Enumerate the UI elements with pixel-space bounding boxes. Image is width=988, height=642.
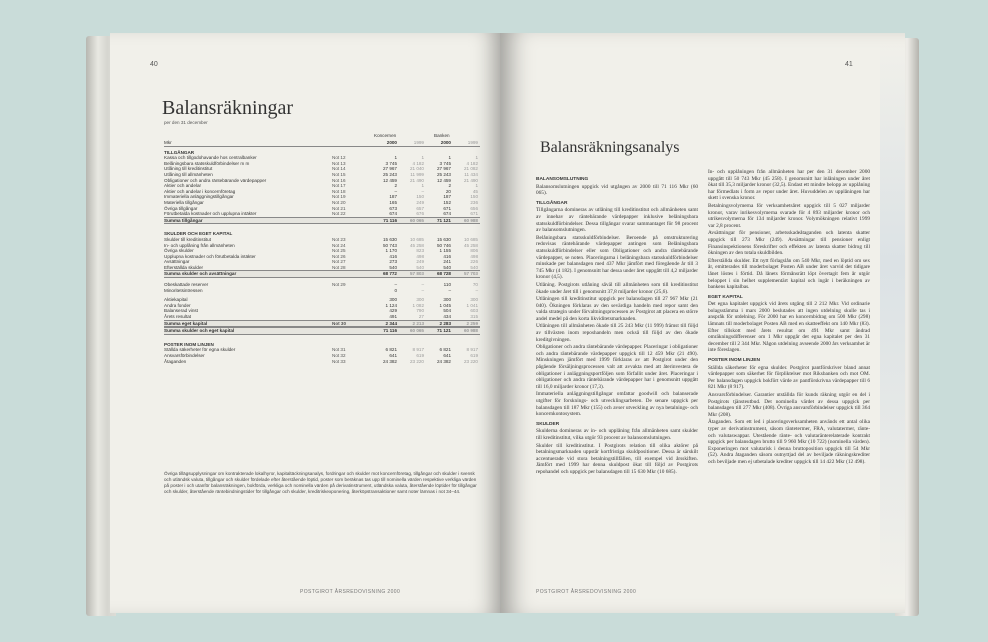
paragraph: Utlåning. Postgirots utlåning såväl till allmänheten som till kreditinstitut ökade under året till i genomsnitt 37,8 miljarder kronor (25,6).: [536, 281, 698, 295]
row-value: 273: [389, 259, 397, 265]
row-label: SKULDER OCH EGET KAPITAL: [164, 231, 233, 237]
row-value: 540: [389, 264, 397, 270]
row-value: 152: [443, 199, 451, 205]
row-note: [332, 218, 370, 224]
year-col: 2000: [440, 140, 451, 145]
row-value: 2 259: [466, 320, 478, 326]
row-label: Förutbetalda kostnader och upplupna intäkter: [164, 211, 257, 217]
row-value: 60 988: [463, 217, 478, 223]
row-value: 8 917: [412, 347, 424, 353]
row-value: 1: [421, 155, 424, 161]
row-value: 498: [416, 253, 424, 259]
row-label: Efterställda skulder: [164, 264, 204, 270]
right-page: [500, 33, 905, 613]
row-value: 671: [470, 211, 478, 217]
row-value: 1 170: [385, 248, 397, 254]
row-note: [332, 288, 370, 294]
row-value: 674: [443, 211, 451, 217]
row-note: Not 12: [332, 155, 346, 161]
year-col: 2000: [386, 140, 397, 145]
row-label: Åtaganden: [164, 358, 187, 364]
row-note: Not 32: [332, 353, 346, 358]
page-shine: [880, 40, 905, 600]
row-value: –: [394, 282, 397, 288]
section-heading: POSTER INOM LINJEN: [708, 358, 760, 364]
row-value: 2: [394, 183, 397, 189]
row-note: Not 21: [332, 205, 346, 211]
row-value: 4 182: [466, 160, 478, 166]
row-label: Belåningsbara statsskuldförbindelser m m: [164, 160, 250, 166]
row-value: 27: [418, 314, 424, 320]
row-label: Summa skulder och eget kapital: [164, 328, 235, 334]
row-value: 823: [416, 248, 424, 254]
row-value: 10 685: [463, 236, 478, 242]
row-value: 3 745: [439, 160, 451, 166]
row-value: 57 803: [409, 271, 424, 277]
row-value: 674: [389, 211, 397, 217]
row-value: 416: [443, 253, 451, 259]
row-note: Not 23: [332, 236, 346, 242]
row-value: 187: [443, 194, 451, 200]
row-value: 249: [416, 259, 424, 265]
table-sum-row: [164, 217, 480, 225]
paragraph: Skulder till kreditinstitut. I Postgirots relation till olika aktörer på betalningsmarknaden uppstår kortfristiga skuldpositioner. Dessa är särskilt accentuerade vid stora betalningstillfällen, till exempel vid årsskiften. Jämfört med 1999 har denna skuldpost ökat till följd av Postgirots repohandel och uppgick per balansdagen till 15 630 Mkr (10 685).: [536, 442, 698, 475]
row-label: Aktiekapital: [164, 297, 188, 303]
row-note: Not 31: [332, 347, 346, 353]
page-title-right: Balansräkningsanalys: [540, 139, 680, 156]
row-label: Kassa och tillgodohavande hos centralbanker: [164, 155, 257, 161]
row-value: –: [421, 188, 424, 194]
page-number-left: 40: [150, 61, 158, 68]
paragraph: Ställda säkerheter för egna skulder. Postgirot pantförskriver bland annat värdepapper som säkerhet för förpliktelser mot Riksbanken och mot OM. Per balansdagen uppgick bokfört värde av pantförskrivna värdepapper till 6 821 Mkr (8 917).: [708, 364, 870, 391]
section-heading: SKULDER: [536, 421, 560, 427]
row-value: 498: [470, 253, 478, 259]
row-value: 226: [470, 259, 478, 265]
row-value: 1 045: [439, 302, 451, 308]
row-value: 23 220: [409, 358, 424, 364]
row-label: In- och upplåning från allmänheten: [164, 242, 235, 248]
row-note: Not 18: [332, 188, 346, 194]
table-row: [164, 265, 480, 271]
row-value: 300: [470, 297, 478, 303]
row-value: 416: [389, 253, 397, 259]
row-value: 24 382: [436, 358, 451, 364]
row-value: 21 490: [409, 177, 424, 183]
page-number-right: 41: [845, 61, 853, 68]
row-value: 21 490: [463, 177, 478, 183]
paragraph: Avsättningar för pensioner, arbetsskadeåtaganden och latenta skatter uppgick till 273 Mkr (249). Avsättningar till pensioner enligt Finansinspektionens föreskrifter och effekten av latenta skatter bidrog till ökningen av den totala skuldbilden.: [708, 230, 870, 257]
left-page: [110, 33, 500, 613]
row-label: TILLGÅNGAR: [164, 149, 195, 155]
paragraph: Utlåningen till allmänheten ökade till 25 243 Mkr (11 999) främst till följd av tillväxten inom reposhandeln men också till följd av den ökade kreditgivningen.: [536, 323, 698, 343]
paragraph: Ansvarsförbindelser. Garantier utställda för kunds räkning utgör en del i Postgirots tjänsteutbud. Det nominella värdet av dessa uppgick per balansdagen till 277 Mkr (408). Övriga ansvarsförbindelser uppgick till 364 Mkr (208).: [708, 392, 870, 418]
row-value: 60 065: [409, 328, 424, 334]
row-value: 2 283: [439, 320, 451, 326]
row-value: –: [421, 282, 424, 288]
row-value: 603: [470, 308, 478, 314]
row-label: Ställda säkerheter för egna skulder: [164, 347, 236, 353]
row-note: Not 24: [332, 242, 346, 248]
row-value: 6 821: [439, 347, 451, 353]
row-label: Aktier och andelar: [164, 183, 202, 189]
row-value: 45: [472, 188, 478, 194]
group-header: Koncernen: [374, 133, 397, 138]
row-value: 8 917: [466, 347, 478, 353]
row-note: Not 14: [332, 166, 346, 172]
row-note: Not 19: [332, 194, 346, 200]
row-label: Årets resultat: [164, 314, 192, 320]
row-value: 241: [443, 259, 451, 265]
row-value: 2: [448, 183, 451, 189]
row-label: Ansvarsförbindelser: [164, 353, 205, 358]
row-value: 23 220: [463, 358, 478, 364]
table-sum-row: [164, 270, 480, 278]
row-value: 45 258: [409, 242, 424, 248]
row-value: 504: [443, 308, 451, 314]
row-value: –: [448, 287, 451, 293]
row-note: Not 22: [332, 211, 346, 217]
row-note: Not 30: [332, 320, 347, 326]
row-value: 1: [475, 183, 478, 189]
row-label: Utlåning till allmänheten: [164, 171, 213, 177]
row-value: 68 728: [436, 271, 451, 277]
row-label: Balanserad vinst: [164, 308, 198, 314]
row-value: 10 685: [409, 236, 424, 242]
row-value: 70: [472, 282, 478, 288]
row-value: 491: [389, 314, 397, 320]
year-col: 1999: [467, 140, 478, 145]
row-value: 150: [416, 194, 424, 200]
row-value: 300: [389, 297, 397, 303]
row-value: 60 988: [463, 328, 478, 334]
row-value: 806: [470, 248, 478, 254]
row-value: 50 743: [382, 242, 397, 248]
row-value: 656: [470, 205, 478, 211]
row-value: 15 630: [382, 236, 397, 242]
row-value: 1: [394, 155, 397, 161]
row-value: 6 821: [385, 347, 397, 353]
paragraph: Utlåningen till kreditinstitut uppgick per balansdagen till 27 967 Mkr (21 040). Ökningen förklaras av den sevärdiga handeln med repor samt den valda strategin under förvaltningsprocessen av Postgirot att placera en större andel medel på den korta likviditetsmarknaden.: [536, 296, 698, 322]
row-value: 21 040: [409, 166, 424, 172]
row-value: 15 630: [436, 236, 451, 242]
row-label: Upplupna kostnader och förutbetalda intäkter: [164, 253, 256, 259]
row-value: 187: [389, 194, 397, 200]
row-value: 1 155: [439, 248, 451, 254]
row-value: 60 065: [409, 217, 424, 223]
row-note: Not 20: [332, 199, 346, 205]
row-value: 110: [443, 282, 451, 288]
balance-table: [164, 133, 480, 364]
row-value: 1: [475, 155, 478, 161]
paragraph: Efterställda skulder. Ett nytt förlagslån om 540 Mkr, med en löptid om sex år, emitterades till moderbolaget Posten AB under året varvid det tidigare lånet löstes i förtid. Då lånets förmånsrätt löpt övertagit fem år utgör beloppet i sin helhet supplementärt kapital och ingår i beräkningen av bankens kapitalbas.: [708, 257, 870, 291]
footer-right: POSTGIROT ÅRSREDOVISNING 2000: [536, 589, 637, 595]
row-note: Not 13: [332, 160, 346, 166]
row-label: Övriga skulder: [164, 248, 194, 254]
row-value: 2 344: [385, 320, 397, 326]
row-note: Not 16: [332, 177, 346, 183]
row-note: Not 15: [332, 171, 346, 177]
row-value: 0: [394, 287, 397, 293]
row-note: Not 25: [332, 248, 346, 254]
row-value: 20: [445, 188, 451, 194]
unit-label: Mkr: [164, 140, 172, 145]
row-value: 671: [443, 205, 451, 211]
paragraph: Skulderna domineras av in- och upplåning från allmänheten samt skulder till kreditinstitut, vilka utgör 93 procent av balansomslutningen.: [536, 428, 698, 441]
footer-left: POSTGIROT ÅRSREDOVISNING 2000: [300, 589, 401, 595]
row-note: [332, 328, 370, 334]
table-row: [164, 359, 480, 365]
row-value: 540: [416, 264, 424, 270]
row-value: 641: [389, 353, 397, 358]
row-label: Summa eget kapital: [164, 320, 208, 326]
row-value: 676: [416, 211, 424, 217]
row-value: 1 041: [466, 302, 478, 308]
row-value: 249: [416, 199, 424, 205]
paragraph: Åtaganden. Som ett led i placeringsverksamheten används ett antal olika typer av derivatinstrument, såsom räntetermer, FRA, valutatermer, ränte- och valutaswappar. Utestående ränte- och valutaränterelaterade kontrakt uppgick per balansdagen brutto till 9 960 Mkr (10 722) (nominella värden). Exponeringen mot valutarisk i denna bruttoposition uppgick till 54 Mkr (52). Andra åtaganden såsom outnyttjad del av beviljade räkningskrediter och beviljade men ej utbetalade krediter uppgick till 14 422 Mkr (12 498).: [708, 419, 870, 465]
row-note: [332, 271, 370, 277]
row-label: Summa tillgångar: [164, 217, 203, 223]
row-label: Aktier och andelar i koncernföretag: [164, 188, 236, 194]
row-label: Obeskattade reserver: [164, 282, 209, 288]
row-value: 1 124: [385, 302, 397, 308]
row-value: 50 746: [436, 242, 451, 248]
row-value: 45 258: [463, 242, 478, 248]
table-row: [164, 211, 480, 217]
row-value: 71 116: [383, 328, 397, 334]
row-label: Materiella tillgångar: [164, 199, 204, 205]
row-value: 165: [389, 199, 397, 205]
section-heading: TILLGÅNGAR: [536, 200, 568, 206]
table-sum-row: [164, 327, 480, 335]
row-value: –: [475, 287, 478, 293]
row-value: 12 459: [436, 177, 451, 183]
year-col: 1999: [413, 140, 424, 145]
row-value: 3 745: [385, 160, 397, 166]
paragraph: Obligationer och andra räntebärande värdepapper. Placeringar i obligationer och andra räntebärande värdepapper uppgick till 12 459 Mkr (21 490). Minskningen jämfört med 1999 förklaras av att Postgirot under den pågående försäljningsprocessen valt att avvakta med att återinvestera de obligationer i anläggningsportföljen som förfallit under året. Placeringar i obligationer och andra räntebärande värdepapper har i genomsnitt uppgått till 16,0 miljarder kronor (17,3).: [536, 344, 698, 390]
row-note: Not 33: [332, 358, 346, 364]
page-subtitle-left: per den 31 december: [164, 120, 208, 125]
row-value: 236: [470, 199, 478, 205]
row-value: 68 772: [382, 271, 397, 277]
row-value: 300: [416, 297, 424, 303]
row-value: 71 121: [436, 217, 451, 223]
row-value: 641: [443, 353, 451, 358]
row-value: 11 434: [464, 171, 478, 177]
row-label: Immateriella anläggningstillgångar: [164, 194, 234, 200]
row-value: 11 999: [410, 171, 424, 177]
row-note: Not 17: [332, 183, 346, 189]
row-label: POSTER INOM LINJEN: [164, 341, 214, 347]
row-label: Andra fonder: [164, 302, 191, 308]
row-value: 57 703: [463, 271, 478, 277]
row-value: 1: [448, 155, 451, 161]
row-value: 150: [470, 194, 478, 200]
paragraph: Balansomslutningen uppgick vid utgången av 2000 till 71 116 Mkr (60 065).: [536, 183, 698, 197]
row-value: 790: [416, 308, 424, 314]
row-value: 25 243: [436, 171, 451, 177]
row-value: 1 082: [412, 302, 424, 308]
row-label: Avsättningar: [164, 259, 190, 265]
text-column-2: [708, 169, 870, 467]
row-note: Not 28: [332, 264, 346, 270]
row-label: Obligationer och andra räntebärande värdepapper: [164, 177, 267, 183]
row-note: Not 27: [332, 259, 346, 265]
table-row: [164, 288, 480, 294]
section-heading: BALANSOMSLUTNING: [536, 177, 589, 182]
page-title-left: Balansräkningar: [162, 97, 294, 119]
text-column-1: [536, 173, 698, 477]
row-label: Utlåning till kreditinstitut: [164, 166, 213, 172]
row-value: 71 121: [436, 328, 451, 334]
section-heading: EGET KAPITAL: [708, 294, 743, 300]
row-value: 1: [421, 183, 424, 189]
row-label: Skulder till kreditinstitut: [164, 236, 211, 242]
row-value: 657: [416, 205, 424, 211]
row-value: 619: [416, 353, 424, 358]
row-value: 540: [443, 264, 451, 270]
paragraph: Tillgångarna domineras av utlåning till kreditinstitut och allmänheten samt av innehav av räntebärande värdepapper inklusive belåningsbara statsskuldförbindelser. Dessa tillgångar svarar sammantaget för 98 procent av balansomslutningen.: [536, 207, 698, 234]
row-value: 4 182: [412, 160, 424, 166]
row-value: 315: [470, 314, 478, 320]
row-value: 619: [470, 353, 478, 358]
row-value: –: [394, 188, 397, 194]
paragraph: Betalningsvolymerna för verksamhetsåret uppgick till 5 027 miljarder kronor, varav inrikesvolymerna svarade för 4 893 miljarder kronor och utrikesvolymerna för 134 miljarder kronor. Volymökningen relativt 1999 var 2,8 procent.: [708, 202, 870, 229]
row-value: 24 382: [382, 358, 397, 364]
row-value: 540: [470, 264, 478, 270]
row-label: Summa skulder och avsättningar: [164, 271, 237, 277]
row-value: 2 213: [412, 320, 424, 326]
paragraph: Immateriella anläggningstillgångar omfattar goodwill och balanserade utgifter för forsknings- och utvecklingsarbeten. De senare uppgick per balansdagen till 187 Mkr (155) och avser utveckling av nya betalnings- och koncernkontosystem.: [536, 391, 698, 418]
paragraph: Det egna kapitalet uppgick vid årets utgång till 2 212 Mkr. Vid ordinarie bolagsstämma i mars 2000 beslutades att ingen utdelning skulle tas i anspråk för utdelning. För 2000 har en koncernbidrag om 500 Mkr (298) lämnats till moderbolaget Posten AB med en skatteeffekt om 140 Mkr (83). Efter tillskott med årets resultat om 491 Mkr samt ändrad omräkningsdifferenser om 1 Mkr uppgår det egna kapitalet per den 31 december till 2 344 Mkr. Någon utdelning avseende 2000 års verksamhet är inte föreslagen.: [708, 301, 870, 354]
row-value: 71 116: [383, 217, 397, 223]
row-value: 300: [443, 297, 451, 303]
row-value: 434: [443, 314, 451, 320]
table-sum-row: [164, 320, 480, 328]
row-value: 673: [389, 205, 397, 211]
row-value: 27 967: [436, 166, 451, 172]
row-value: –: [421, 287, 424, 293]
row-value: 429: [389, 308, 397, 314]
table-footnote: Övriga tillägsupplysningar om kontrakterade lokalhyror, kapitaltäckningsanalys, fordringar och skulder mot koncernföretag, tillgångar och skulder i svensk och utländsk valuta, tillgångar och skulder fördelade efter återstående löptid, poster som beräknas tas upp till nominella värden respektive verkliga värden på poster i och utanför balansräkningen, bokförda, verkliga och nominella värden på derivatinstrument, utländska valuta, återstående löptider för tillgångar och skulder, återstående räntebindningstider för tillgångar och skulder, kreditriskexponering, återköpstransaktioner samt noter lämnas i not 34–44.: [164, 471, 477, 494]
row-value: 27 967: [382, 166, 397, 172]
bank-header: Banken: [434, 133, 450, 138]
row-label: Övriga tillgångar: [164, 205, 198, 211]
row-note: [332, 314, 370, 320]
row-value: 12 459: [382, 177, 397, 183]
paragraph: Belåningsbara statsskuldförbindelser. Beroende på omstrukturering redovisas räntebärande värdepapper antingen som Belåningsbara statsskuldförbindelser eller som Obligationer och andra räntebärande värdepapper, se noten. Placeringarna i belåningsbara statsskuldförbindelser minskade per balansdagen med 437 Mkr jämfört med föregående år till 3 745 Mkr (4 182). I genomsnitt har dessa under året uppgått till 4,2 miljarder kronor (4,5).: [536, 234, 698, 281]
table-row: [164, 314, 480, 320]
row-value: 25 243: [382, 171, 397, 177]
row-note: Not 29: [332, 282, 346, 288]
table-spacer: [164, 335, 480, 339]
row-value: 21 082: [463, 166, 478, 172]
paragraph: In- och upplåningen från allmänheten har per den 31 december 2000 uppgått till 50 743 Mkr (45 258). I genomsnitt har inlåningen under året ökat till 35,3 miljarder kronor (32,5). Endast ett mindre belopp av upplåning har förmedlats i form av repor under året. Huvuddelen av upplåningen har skett i svenska kronor.: [708, 169, 870, 202]
row-label: Minoritetsintressen: [164, 287, 203, 293]
row-note: Not 26: [332, 253, 346, 259]
table-spacer: [164, 224, 480, 228]
